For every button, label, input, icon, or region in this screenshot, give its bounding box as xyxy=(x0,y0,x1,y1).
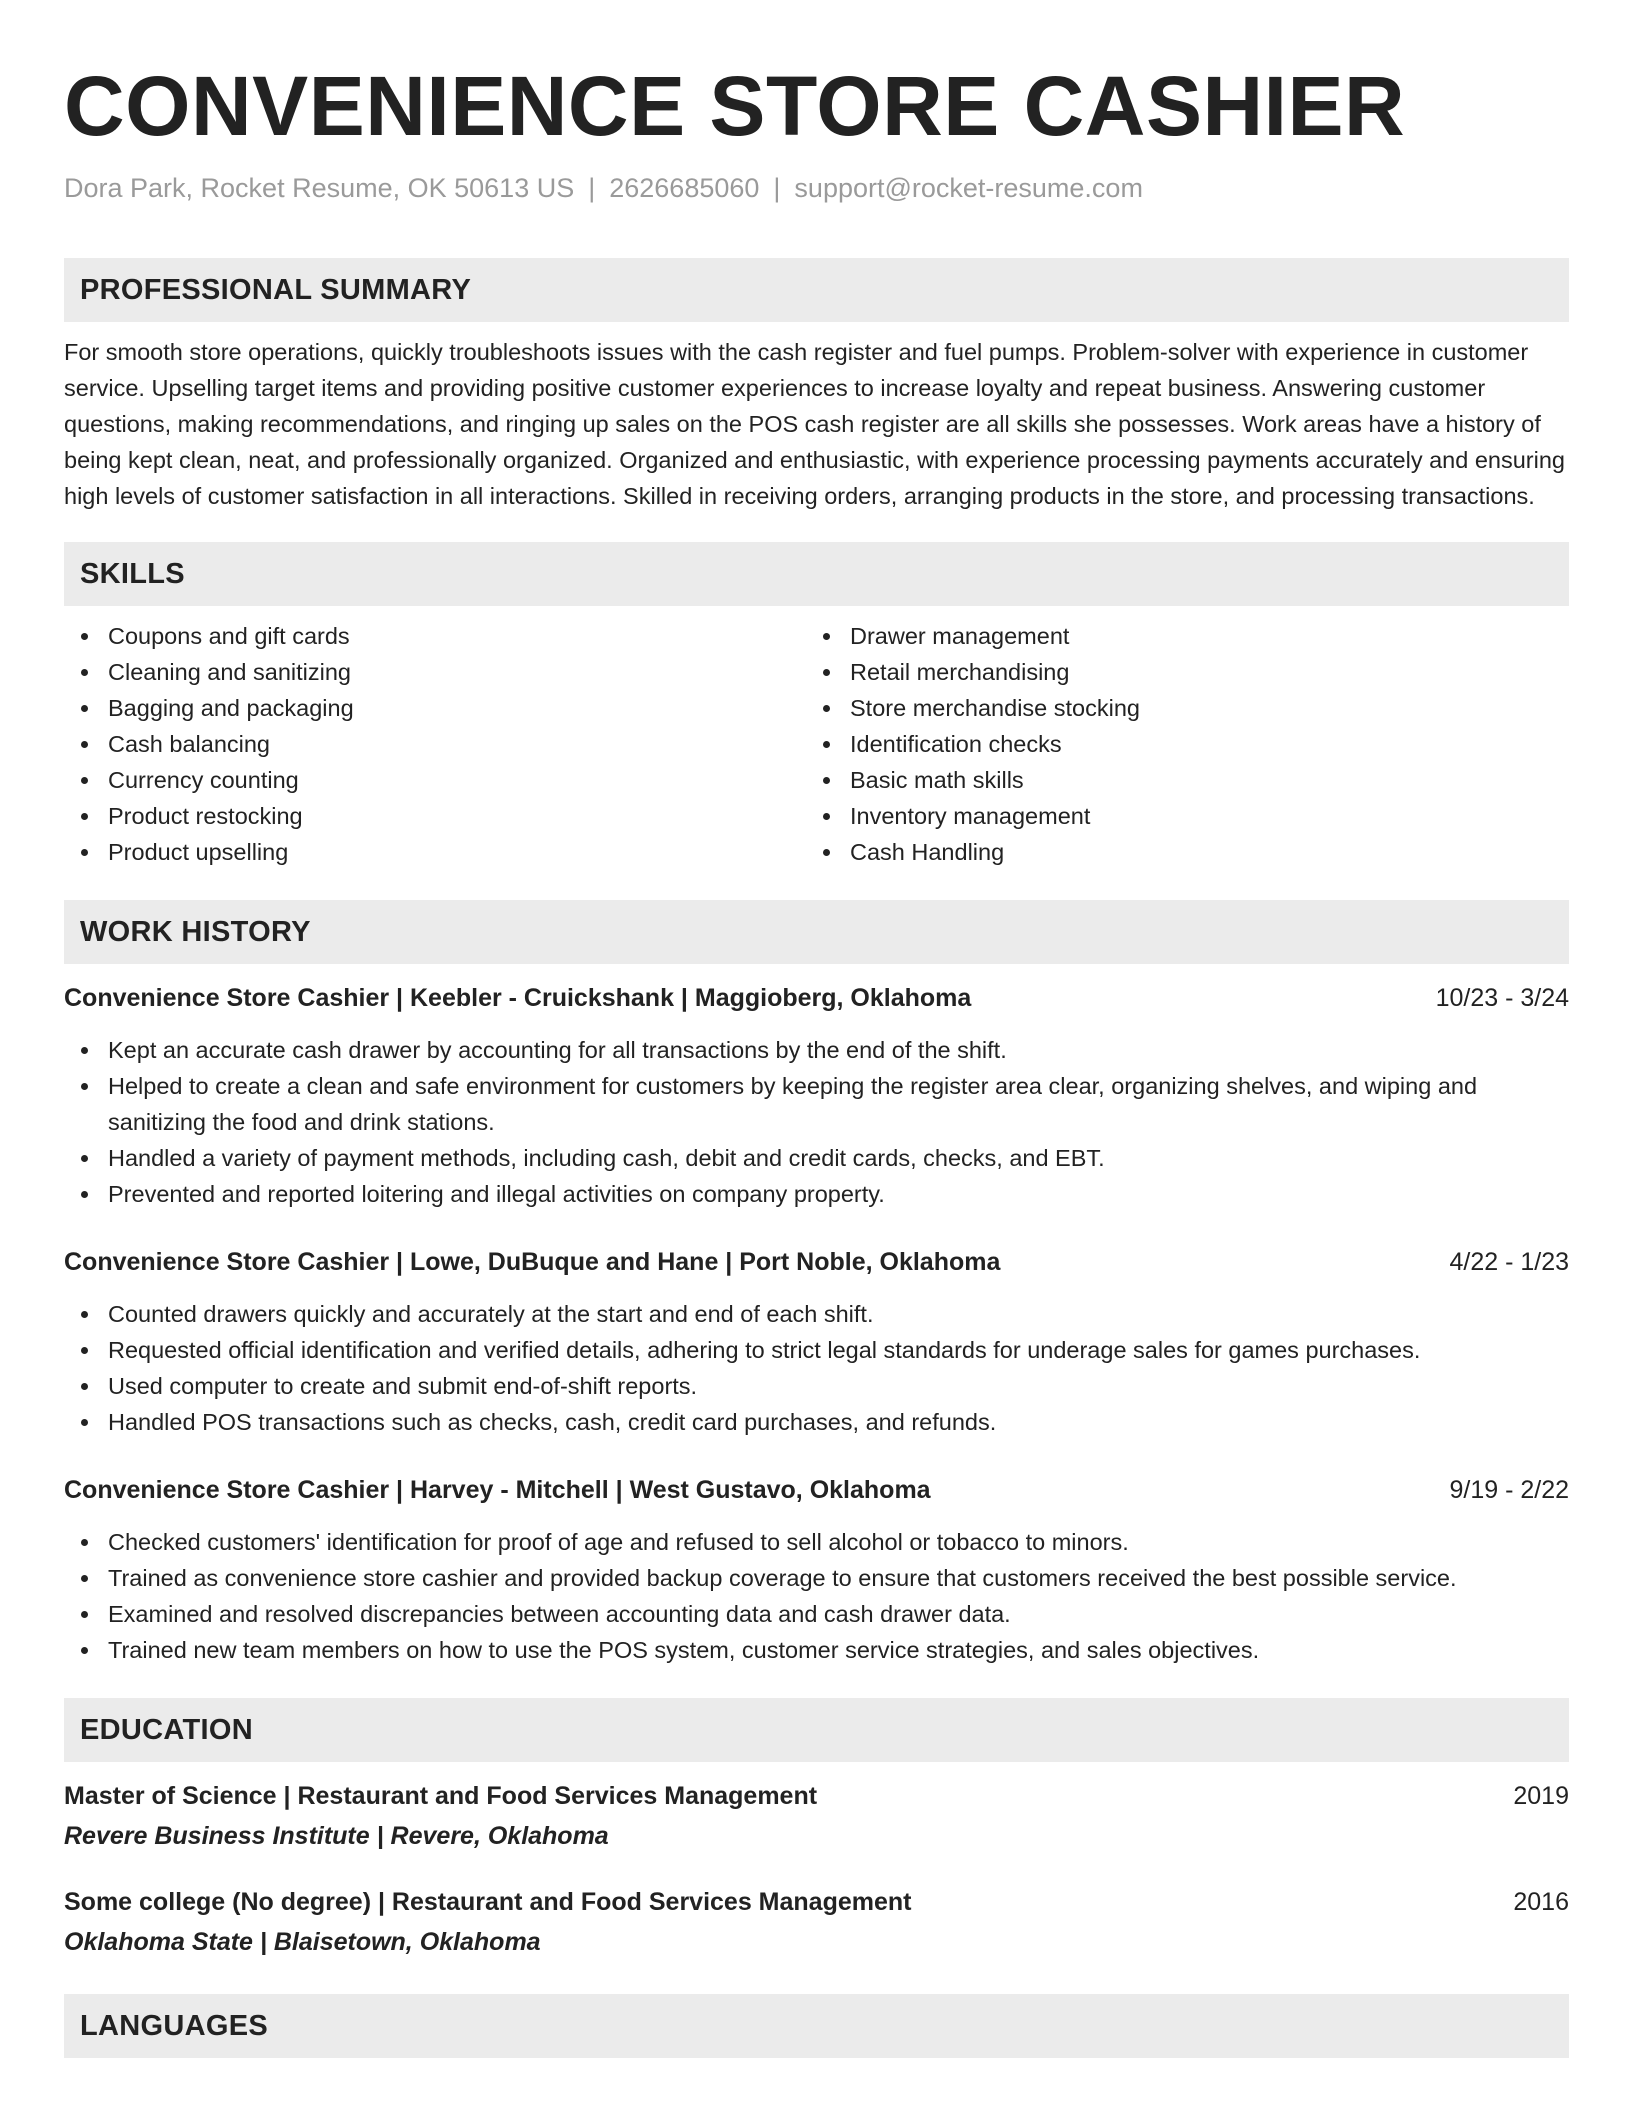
skill-item: Product upselling xyxy=(64,834,806,870)
job-duties xyxy=(64,1296,1569,1440)
skill-item: Drawer management xyxy=(806,618,1548,654)
contact-phone: 2626685060 xyxy=(609,173,760,203)
section-header-education: EDUCATION xyxy=(64,1698,1569,1762)
section-header-work: WORK HISTORY xyxy=(64,900,1569,964)
skills-column-left xyxy=(64,618,806,870)
skill-item: Cash Handling xyxy=(806,834,1548,870)
job-header xyxy=(64,1244,1569,1280)
job-header xyxy=(64,980,1569,1016)
job-duty: Requested official identification and verified details, adhering to strict legal standards for underage sales for games purchases. xyxy=(64,1332,1569,1368)
job-entry xyxy=(64,1244,1569,1440)
skill-item: Retail merchandising xyxy=(806,654,1548,690)
job-duty: Kept an accurate cash drawer by accounting for all transactions by the end of the shift. xyxy=(64,1032,1569,1068)
job-duty: Prevented and reported loitering and illegal activities on company property. xyxy=(64,1176,1569,1212)
job-dates: 4/22 - 1/23 xyxy=(1449,1248,1569,1276)
job-title: Convenience Store Cashier | Keebler - Cruickshank | Maggioberg, Oklahoma xyxy=(64,984,972,1012)
education-entry xyxy=(64,1884,1569,1960)
contact-separator: | xyxy=(773,173,781,203)
job-duty: Handled POS transactions such as checks, cash, credit card purchases, and refunds. xyxy=(64,1404,1569,1440)
job-title: Convenience Store Cashier | Harvey - Mitchell | West Gustavo, Oklahoma xyxy=(64,1476,931,1504)
job-header xyxy=(64,1472,1569,1508)
job-duty: Checked customers' identification for proof of age and refused to sell alcohol or tobacco to minors. xyxy=(64,1524,1569,1560)
education-degree: Master of Science | Restaurant and Food Services Management xyxy=(64,1782,818,1810)
skill-item: Basic math skills xyxy=(806,762,1548,798)
contact-separator: | xyxy=(588,173,596,203)
skill-item: Coupons and gift cards xyxy=(64,618,806,654)
skill-item: Cleaning and sanitizing xyxy=(64,654,806,690)
education-school: Oklahoma State | Blaisetown, Oklahoma xyxy=(64,1928,541,1956)
summary-text: For smooth store operations, quickly troubleshoots issues with the cash register and fuel pumps. Problem-solver with experience in customer service. Upselling target items and providing positive customer experiences to increase loyalty and repeat business. Answering customer questions, making recommendations, and ringing up sales on the POS cash register are all skills she possesses. Work areas have a history of being kept clean, neat, and professionally organized. Organized and enthusiastic, with experience processing payments accurately and ensuring high levels of customer satisfaction in all interactions. Skilled in receiving orders, arranging products in the store, and processing transactions. xyxy=(64,339,1565,509)
contact-email: support@rocket-resume.com xyxy=(794,173,1143,203)
job-title: Convenience Store Cashier | Lowe, DuBuque and Hane | Port Noble, Oklahoma xyxy=(64,1248,1001,1276)
skill-item: Store merchandise stocking xyxy=(806,690,1548,726)
contact-line xyxy=(64,170,1569,206)
contact-address: Dora Park, Rocket Resume, OK 50613 US xyxy=(64,173,575,203)
job-dates: 9/19 - 2/22 xyxy=(1449,1476,1569,1504)
skills-grid xyxy=(64,618,1569,870)
resume-title: CONVENIENCE STORE CASHIER xyxy=(64,59,1406,153)
job-duty: Counted drawers quickly and accurately at the start and end of each shift. xyxy=(64,1296,1569,1332)
job-entry xyxy=(64,1472,1569,1668)
job-duty: Used computer to create and submit end-of-shift reports. xyxy=(64,1368,1569,1404)
skills-column-right xyxy=(806,618,1548,870)
job-duty: Examined and resolved discrepancies between accounting data and cash drawer data. xyxy=(64,1596,1569,1632)
education-header xyxy=(64,1884,1569,1920)
education-year: 2019 xyxy=(1513,1782,1569,1810)
education-year: 2016 xyxy=(1513,1888,1569,1916)
job-duty: Trained new team members on how to use the POS system, customer service strategies, and sales objectives. xyxy=(64,1632,1569,1668)
job-entry xyxy=(64,980,1569,1212)
skill-item: Bagging and packaging xyxy=(64,690,806,726)
skill-item: Cash balancing xyxy=(64,726,806,762)
skill-item: Currency counting xyxy=(64,762,806,798)
education-entry xyxy=(64,1778,1569,1854)
job-duty: Trained as convenience store cashier and provided backup coverage to ensure that customers received the best possible service. xyxy=(64,1560,1569,1596)
job-duty: Handled a variety of payment methods, including cash, debit and credit cards, checks, and EBT. xyxy=(64,1140,1569,1176)
job-dates: 10/23 - 3/24 xyxy=(1435,984,1569,1012)
section-header-summary: PROFESSIONAL SUMMARY xyxy=(64,258,1569,322)
skill-item: Inventory management xyxy=(806,798,1548,834)
job-duties xyxy=(64,1032,1569,1212)
section-header-languages: LANGUAGES xyxy=(64,1994,1569,2058)
education-degree: Some college (No degree) | Restaurant and Food Services Management xyxy=(64,1888,912,1916)
skill-item: Identification checks xyxy=(806,726,1548,762)
job-duty: Helped to create a clean and safe environment for customers by keeping the register area clear, organizing shelves, and wiping and sanitizing the food and drink stations. xyxy=(64,1068,1569,1140)
section-header-skills: SKILLS xyxy=(64,542,1569,606)
education-school: Revere Business Institute | Revere, Oklahoma xyxy=(64,1822,609,1850)
skill-item: Product restocking xyxy=(64,798,806,834)
job-duties xyxy=(64,1524,1569,1668)
education-header xyxy=(64,1778,1569,1814)
